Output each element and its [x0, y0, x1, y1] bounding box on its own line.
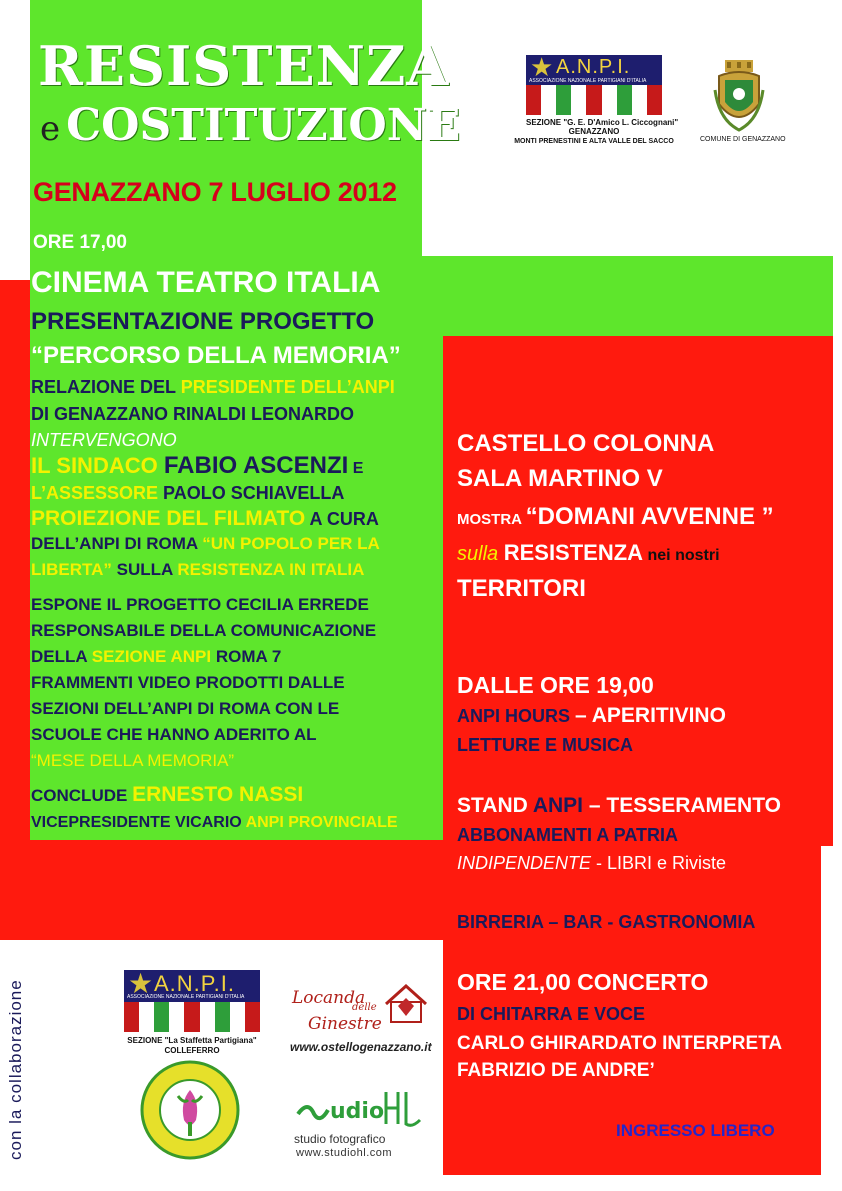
sezione-c: ROMA 7 — [211, 647, 282, 666]
sala-martino: SALA MARTINO V — [457, 465, 663, 492]
hours-b: – APERITIVINO — [575, 704, 726, 727]
carlo-ghirardato: CARLO GHIRARDATO INTERPRETA — [457, 1033, 783, 1054]
dalle-ore-19: DALLE ORE 19,00 — [457, 672, 654, 698]
sezione-a: DELLA — [31, 647, 92, 666]
anpi-logo-bottom — [124, 967, 260, 1032]
anpi-logo-top — [526, 55, 662, 115]
line-responsabile: RESPONSABILE DELLA COMUNICAZIONE — [31, 621, 377, 640]
chitarra-voce: DI CHITARRA E VOCE — [457, 1004, 646, 1024]
line-sezione — [31, 647, 281, 667]
proiezione-a: PROIEZIONE DEL FILMATO — [31, 507, 306, 530]
line-relazione — [31, 377, 395, 398]
sindaco-a: IL SINDACO — [31, 453, 164, 478]
flag-stripes-icon — [526, 85, 662, 115]
conclude-b: ERNESTO NASSI — [132, 783, 304, 806]
anpi-top-name: A.N.P.I. — [556, 56, 631, 78]
line-liberta — [31, 560, 364, 580]
presentation-line: PRESENTAZIONE PROGETTO — [31, 308, 375, 335]
locanda-line2: delle — [352, 1002, 377, 1013]
orchidea-logo — [140, 1060, 240, 1160]
vice-a: VICEPRESIDENTE VICARIO — [31, 814, 246, 831]
stand-c: – TESSERAMENTO — [583, 794, 781, 817]
anpi-bottom-section: SEZIONE "La Staffetta Partigiana" — [127, 1036, 257, 1045]
line-indipendente — [457, 853, 726, 874]
anpi-top-section: SEZIONE "G. E. D'Amico L. Ciccognani" — [526, 118, 679, 127]
line-mostra — [457, 503, 774, 531]
mostra-b: “DOMANI AVVENNE ” — [525, 503, 774, 530]
stand-a: STAND — [457, 794, 533, 817]
line-intervengono: INTERVENGONO — [31, 430, 177, 450]
relazione-a: RELAZIONE DEL — [31, 377, 181, 397]
assessore-a: L’ASSESSORE — [31, 483, 164, 503]
line-espone: ESPONE IL PROGETTO CECILIA ERREDE — [31, 595, 369, 614]
star-icon: ★ — [128, 967, 154, 1000]
relazione-b: PRESIDENTE DELL’ANPI — [180, 377, 395, 397]
studio-url: www.studiohl.com — [296, 1147, 393, 1159]
vice-b: ANPI PROVINCIALE — [245, 814, 398, 831]
line-sezioni: SEZIONI DELL’ANPI DI ROMA CON LE — [31, 699, 340, 718]
indip-a: INDIPENDENTE — [457, 853, 592, 873]
comune-label: COMUNE DI GENAZZANO — [700, 136, 786, 143]
proiezione-b: A CURA — [305, 509, 379, 529]
territori: TERRITORI — [457, 575, 586, 602]
star-icon: ★ — [530, 53, 554, 83]
line-conclude — [31, 783, 303, 807]
locanda-line1: Locanda — [292, 988, 366, 1008]
line-anpi-roma — [31, 534, 380, 554]
ore-21-concerto: ORE 21,00 CONCERTO — [457, 969, 709, 995]
line-proiezione — [31, 507, 379, 531]
line-genazzano: DI GENAZZANO RINALDI LEONARDO — [31, 404, 354, 424]
liberta-b: SULLA — [116, 560, 178, 579]
anpiroma-b: “UN POPOLO PER LA — [202, 534, 380, 553]
time-17: ORE 17,00 — [33, 232, 127, 253]
anpi-top-town: GENAZZANO — [568, 127, 620, 136]
red-under-green — [30, 840, 443, 940]
anpi-bottom-assoc: ASSOCIAZIONE NAZIONALE PARTIGIANI D'ITALIA — [127, 994, 245, 1000]
line-vicepresidente — [31, 814, 398, 832]
poster-title: RESISTENZA — [38, 34, 450, 98]
line-anpi-hours — [457, 704, 726, 728]
line-mese: “MESE DELLA MEMORIA” — [31, 751, 235, 770]
conclude-a: CONCLUDE — [31, 786, 133, 805]
studio-hl-logo-icon — [294, 1084, 424, 1132]
line-sindaco — [31, 452, 363, 480]
castello-colonna: CASTELLO COLONNA — [457, 430, 715, 457]
sindaco-c: E — [348, 460, 364, 477]
line-sulla — [457, 540, 720, 566]
green-right-strip — [443, 256, 833, 336]
subtitle-e: e — [40, 109, 61, 149]
locanda-line3: Ginestre — [308, 1014, 382, 1034]
assessore-b: PAOLO SCHIAVELLA — [163, 483, 345, 503]
house-icon — [384, 984, 428, 1024]
sulla-a: sulla — [457, 543, 504, 565]
anpi-top-assoc: ASSOCIAZIONE NAZIONALE PARTIGIANI D'ITALIA — [529, 78, 647, 84]
sulla-c: nei nostri — [643, 547, 720, 564]
liberta-a: LIBERTA” — [31, 560, 117, 579]
hours-a: ANPI HOURS — [457, 706, 576, 726]
sulla-b: RESISTENZA — [503, 540, 644, 565]
line-scuole: SCUOLE CHE HANNO ADERITO AL — [31, 725, 317, 744]
event-date: GENAZZANO 7 LUGLIO 2012 — [33, 177, 397, 207]
mostra-a: MOSTRA — [457, 511, 526, 528]
svg-text:udio: udio — [330, 1099, 385, 1124]
sezione-b: SEZIONE ANPI — [91, 647, 212, 666]
liberta-c: RESISTENZA IN ITALIA — [177, 560, 365, 579]
letture-musica: LETTURE E MUSICA — [457, 735, 634, 755]
comune-crest-icon — [713, 60, 765, 132]
poster-subtitle — [40, 100, 460, 151]
fabrizio-de-andre: FABRIZIO DE ANDRE’ — [457, 1060, 655, 1081]
red-right-edge — [821, 336, 833, 846]
anpi-bottom-town: COLLEFERRO — [164, 1046, 220, 1055]
sindaco-b: FABIO ASCENZI — [163, 452, 349, 479]
studio-line1: studio fotografico — [294, 1132, 386, 1146]
anpiroma-a: DELL’ANPI DI ROMA — [31, 534, 203, 553]
line-frammenti: FRAMMENTI VIDEO PRODOTTI DALLE — [31, 673, 345, 692]
locanda-url: www.ostellogenazzano.it — [290, 1040, 432, 1054]
subtitle-text: COSTITUZIONE — [66, 100, 461, 151]
collab-vertical: con la collaborazione — [6, 979, 25, 1160]
project-name: “PERCORSO DELLA MEMORIA” — [31, 342, 401, 369]
ingresso-libero: INGRESSO LIBERO — [616, 1121, 775, 1140]
red-band-left — [0, 280, 30, 940]
birreria: BIRRERIA – BAR - GASTRONOMIA — [457, 912, 756, 932]
stand-b: ANPI — [532, 794, 584, 817]
indip-b: - LIBRI e Riviste — [591, 853, 727, 873]
anpi-bottom-name: A.N.P.I. — [154, 971, 235, 996]
abbonamenti: ABBONAMENTI A PATRIA — [457, 825, 678, 845]
line-stand — [457, 794, 781, 818]
flag-stripes-icon — [124, 1002, 260, 1032]
line-assessore — [31, 483, 344, 504]
venue-cinema: CINEMA TEATRO ITALIA — [31, 266, 381, 299]
orchidea-label — [140, 1100, 240, 1114]
anpi-top-area: MONTI PRENESTINI E ALTA VALLE DEL SACCO — [514, 138, 674, 145]
